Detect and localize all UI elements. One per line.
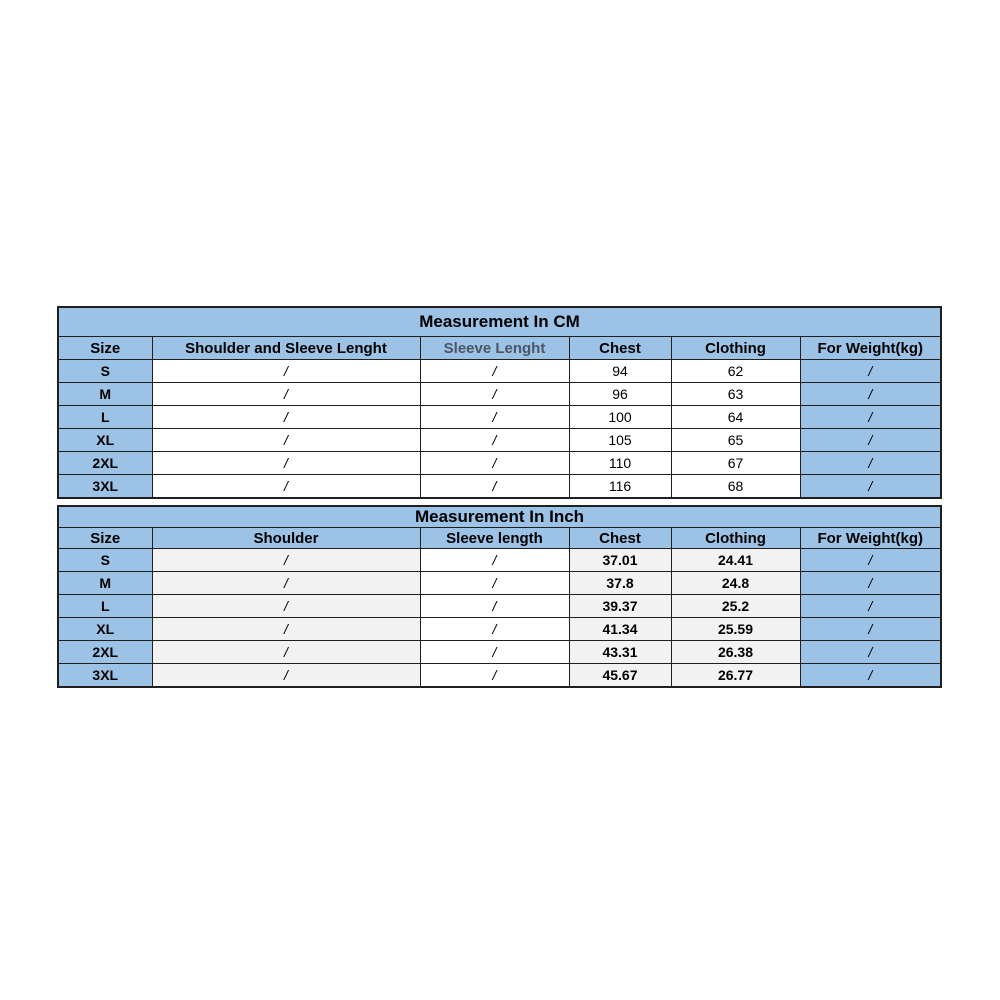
chest-cell: 41.34	[569, 618, 671, 641]
clothing-cell: 24.41	[671, 549, 800, 572]
inch-header-shoulder: Shoulder	[152, 528, 420, 549]
size-cell: 3XL	[58, 475, 152, 499]
shoulder-cell: /	[152, 595, 420, 618]
size-cell: 2XL	[58, 452, 152, 475]
inch-header-clothing: Clothing	[671, 528, 800, 549]
weight-cell: /	[800, 572, 941, 595]
cm-title-row	[58, 307, 941, 337]
size-cell: XL	[58, 618, 152, 641]
shoulder-cell: /	[152, 549, 420, 572]
chest-cell: 43.31	[569, 641, 671, 664]
table-row	[58, 452, 941, 475]
clothing-cell: 65	[671, 429, 800, 452]
chest-cell: 110	[569, 452, 671, 475]
inch-table	[57, 505, 942, 688]
cm-header-clothing: Clothing	[671, 337, 800, 360]
size-cell: S	[58, 549, 152, 572]
inch-header-weight: For Weight(kg)	[800, 528, 941, 549]
chest-cell: 105	[569, 429, 671, 452]
sleeve-cell: /	[420, 475, 569, 499]
clothing-cell: 68	[671, 475, 800, 499]
cm-header-row	[58, 337, 941, 360]
sleeve-cell: /	[420, 360, 569, 383]
table-row	[58, 641, 941, 664]
chest-cell: 96	[569, 383, 671, 406]
sleeve-cell: /	[420, 664, 569, 688]
sleeve-cell: /	[420, 383, 569, 406]
table-row	[58, 383, 941, 406]
sleeve-cell: /	[420, 406, 569, 429]
table-row	[58, 572, 941, 595]
table-row	[58, 618, 941, 641]
chest-cell: 100	[569, 406, 671, 429]
sleeve-cell: /	[420, 429, 569, 452]
chest-cell: 39.37	[569, 595, 671, 618]
size-cell: M	[58, 383, 152, 406]
size-cell: S	[58, 360, 152, 383]
cm-header-size: Size	[58, 337, 152, 360]
weight-cell: /	[800, 664, 941, 688]
weight-cell: /	[800, 383, 941, 406]
size-cell: M	[58, 572, 152, 595]
chest-cell: 116	[569, 475, 671, 499]
size-cell: 2XL	[58, 641, 152, 664]
chest-cell: 45.67	[569, 664, 671, 688]
clothing-cell: 25.2	[671, 595, 800, 618]
size-cell: 3XL	[58, 664, 152, 688]
inch-header-chest: Chest	[569, 528, 671, 549]
clothing-cell: 26.38	[671, 641, 800, 664]
clothing-cell: 67	[671, 452, 800, 475]
weight-cell: /	[800, 475, 941, 499]
inch-header-size: Size	[58, 528, 152, 549]
sleeve-cell: /	[420, 452, 569, 475]
size-cell: XL	[58, 429, 152, 452]
table-row	[58, 360, 941, 383]
chest-cell: 37.01	[569, 549, 671, 572]
clothing-cell: 25.59	[671, 618, 800, 641]
clothing-cell: 26.77	[671, 664, 800, 688]
clothing-cell: 63	[671, 383, 800, 406]
weight-cell: /	[800, 429, 941, 452]
shoulder-cell: /	[152, 452, 420, 475]
table-row	[58, 595, 941, 618]
clothing-cell: 24.8	[671, 572, 800, 595]
shoulder-cell: /	[152, 383, 420, 406]
shoulder-cell: /	[152, 429, 420, 452]
cm-table-title: Measurement In CM	[58, 307, 941, 337]
weight-cell: /	[800, 406, 941, 429]
clothing-cell: 62	[671, 360, 800, 383]
inch-header-row	[58, 528, 941, 549]
size-cell: L	[58, 406, 152, 429]
size-cell: L	[58, 595, 152, 618]
sleeve-cell: /	[420, 641, 569, 664]
cm-header-shoulder: Shoulder and Sleeve Lenght	[152, 337, 420, 360]
shoulder-cell: /	[152, 475, 420, 499]
cm-header-weight: For Weight(kg)	[800, 337, 941, 360]
weight-cell: /	[800, 641, 941, 664]
inch-title-row	[58, 506, 941, 528]
sleeve-cell: /	[420, 595, 569, 618]
inch-header-sleeve: Sleeve length	[420, 528, 569, 549]
weight-cell: /	[800, 595, 941, 618]
table-row	[58, 406, 941, 429]
inch-table-title: Measurement In Inch	[58, 506, 941, 528]
cm-header-sleeve: Sleeve Lenght	[420, 337, 569, 360]
shoulder-cell: /	[152, 618, 420, 641]
chest-cell: 94	[569, 360, 671, 383]
inch-size-chart	[57, 505, 942, 688]
sleeve-cell: /	[420, 618, 569, 641]
weight-cell: /	[800, 452, 941, 475]
shoulder-cell: /	[152, 572, 420, 595]
table-row	[58, 664, 941, 688]
weight-cell: /	[800, 360, 941, 383]
cm-size-chart	[57, 306, 942, 499]
shoulder-cell: /	[152, 664, 420, 688]
chest-cell: 37.8	[569, 572, 671, 595]
table-row	[58, 429, 941, 452]
cm-header-chest: Chest	[569, 337, 671, 360]
weight-cell: /	[800, 618, 941, 641]
table-row	[58, 549, 941, 572]
shoulder-cell: /	[152, 406, 420, 429]
cm-table	[57, 306, 942, 499]
sleeve-cell: /	[420, 549, 569, 572]
sleeve-cell: /	[420, 572, 569, 595]
clothing-cell: 64	[671, 406, 800, 429]
table-row	[58, 475, 941, 499]
shoulder-cell: /	[152, 360, 420, 383]
shoulder-cell: /	[152, 641, 420, 664]
weight-cell: /	[800, 549, 941, 572]
